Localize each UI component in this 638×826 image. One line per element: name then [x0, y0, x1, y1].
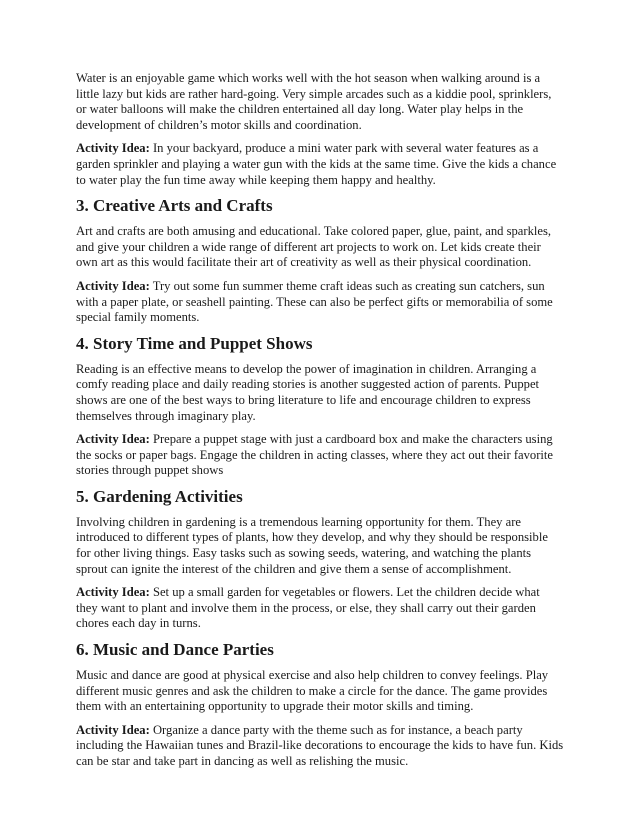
activity-idea-text: Organize a dance party with the theme such as for instance, a beach party including the Hawaiian tunes and Brazil-like decorations to encourage the kids to have fun. Kids can be star and take part in dancing as well as relishing the music.: [76, 722, 564, 768]
activity-idea-label: Activity Idea:: [76, 585, 150, 600]
section-heading-creative-arts: 3. Creative Arts and Crafts: [76, 196, 273, 216]
activity-idea-text: Prepare a puppet stage with just a cardboard box and make the characters using the socks or paper bags. Engage the children in acting classes, where they act out their favorite stories through puppet shows: [76, 432, 553, 478]
document-page: [76, 71, 564, 778]
section-paragraph-creative-arts: Art and crafts are both amusing and educational. Take colored paper, glue, paint, and sparkles, and give your children a wide range of different art projects to work on. Let kids create their own art as this would facilitate their art of creativity as well as their physical coordination.: [76, 224, 552, 270]
activity-idea-label: Activity Idea:: [76, 141, 150, 156]
activity-idea-text: In your backyard, produce a mini water park with several water features as a garden sprinkler and playing a water gun with the kids at the same time. Give the kids a chance to water play the fun time away while keeping them happy and healthy.: [76, 141, 557, 187]
intro-activity-idea: [76, 141, 564, 188]
activity-idea-music-dance: [76, 723, 564, 770]
activity-idea-story-time: [76, 432, 564, 479]
activity-idea-text: Set up a small garden for vegetables or flowers. Let the children decide what they want to plant and involve them in the process, or else, they shall carry out their garden chores each day in turns.: [76, 585, 540, 631]
section-heading-story-time: 4. Story Time and Puppet Shows: [76, 333, 313, 353]
activity-idea-text: Try out some fun summer theme craft ideas such as creating sun catchers, sun with a paper plate, or seashell painting. These can also be perfect gifts or memorabilia of some special family moments.: [76, 278, 553, 325]
activity-idea-label: Activity Idea:: [76, 278, 150, 293]
section-paragraph-gardening: Involving children in gardening is a tremendous learning opportunity for them. They are introduced to different types of plants, how they develop, and why they should be responsible for other living things. Easy tasks such as sowing seeds, watering, and watching the plants sprout can ignite the interest of the children and give them a sense of accomplishment.: [76, 514, 548, 576]
section-heading-music-dance: 6. Music and Dance Parties: [76, 640, 274, 660]
section-paragraph-music-dance: Music and dance are good at physical exercise and also help children to convey feelings. Play different music genres and ask the children to make a circle for the dance. The game provides them with an entertaining opportunity to upgrade their motor skills and timing.: [76, 668, 549, 714]
section-paragraph-story-time: Reading is an effective means to develop the power of imagination in children. Arranging a comfy reading place and daily reading stories is another suggested action of parents. Puppet shows are one of the best ways to bring literature to life and encourage children to express themselves through imaginary play.: [76, 361, 540, 423]
activity-idea-label: Activity Idea:: [76, 432, 150, 447]
activity-idea-creative-arts: [76, 279, 564, 326]
intro-paragraph: Water is an enjoyable game which works well with the hot season when walking around is a little lazy but kids are rather hard-going. Very simple arcades such as a kiddie pool, sprinklers, or water balloons will make the children entertained all day long. Water play helps in the development of children’s motor skills and coordination.: [76, 71, 552, 132]
activity-idea-label: Activity Idea:: [76, 722, 150, 737]
section-heading-gardening: 5. Gardening Activities: [76, 486, 243, 506]
activity-idea-gardening: [76, 585, 564, 632]
